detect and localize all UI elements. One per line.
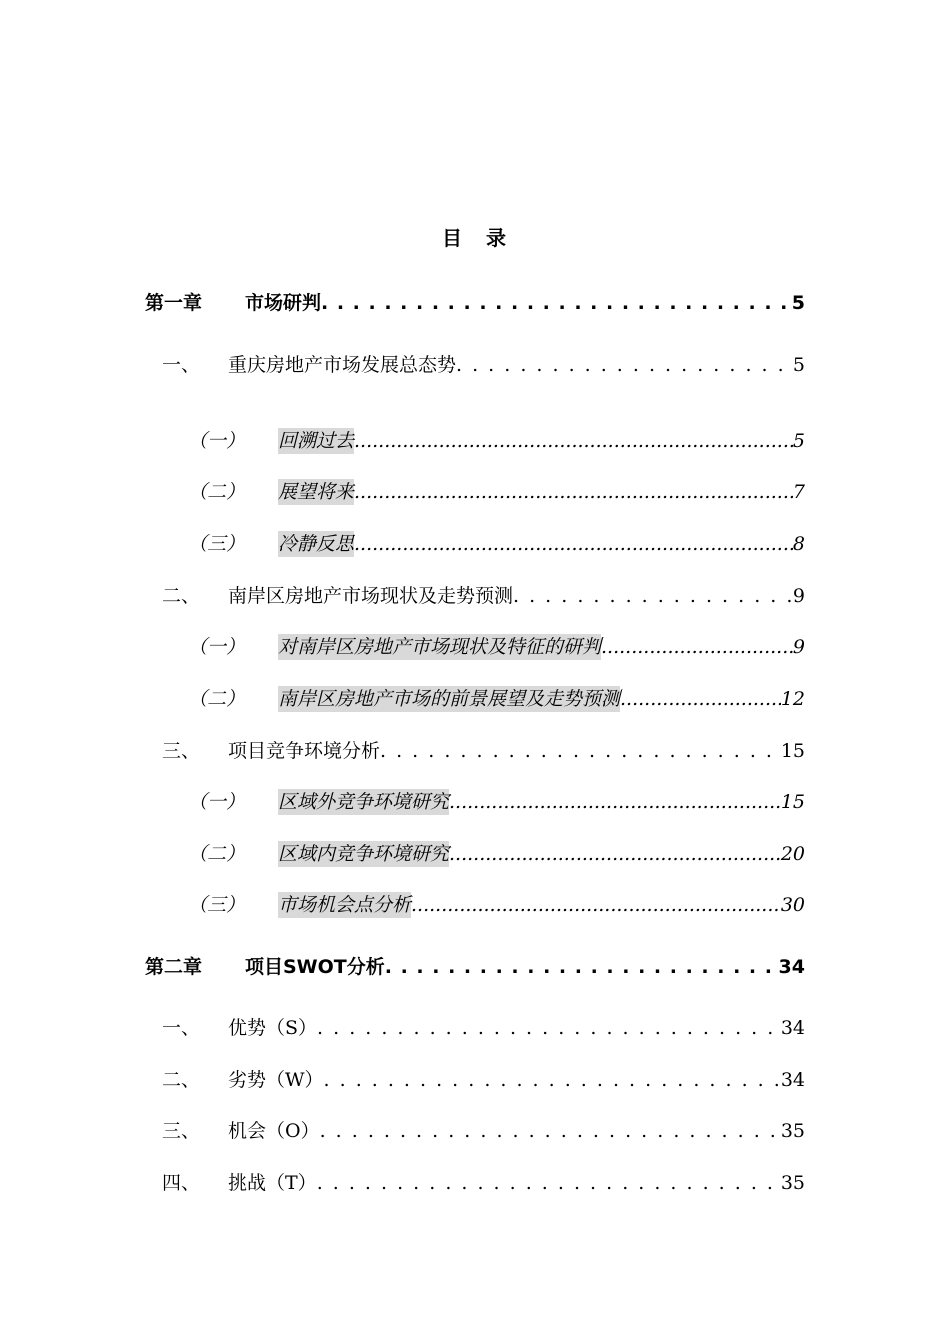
entry-number: 三、	[162, 740, 201, 762]
entry-page: 15	[780, 740, 805, 762]
entry-text: 区域内竞争环境研究	[278, 843, 450, 865]
toc-entry-subsection[interactable]	[0, 477, 950, 505]
dot-leader	[380, 738, 781, 764]
dot-leader	[601, 634, 793, 660]
dot-leader	[411, 892, 781, 918]
toc-entry-section[interactable]	[0, 1168, 950, 1196]
toc-entry-section[interactable]	[0, 1065, 950, 1093]
entry-page: 9	[792, 636, 805, 658]
entry-text: 对南岸区房地产市场现状及特征的研判	[278, 636, 602, 658]
entry-page: 5	[792, 430, 805, 452]
entry-text: 市场机会点分析	[278, 894, 412, 916]
entry-page: 12	[780, 688, 805, 710]
toc-entry-section[interactable]	[0, 1116, 950, 1144]
toc-entry-subsection[interactable]	[0, 529, 950, 557]
entry-number: （一）	[188, 791, 246, 813]
entry-page: 5	[792, 354, 805, 376]
dot-leader	[324, 1067, 781, 1093]
entry-text: 市场研判	[245, 292, 322, 314]
toc-entry-subsection[interactable]	[0, 787, 950, 815]
dot-leader	[354, 428, 793, 454]
entry-page: 7	[792, 481, 805, 503]
dot-leader	[449, 789, 781, 815]
entry-number: 第二章	[145, 956, 203, 978]
dot-leader	[449, 841, 781, 867]
toc-entry-section[interactable]	[0, 1013, 950, 1041]
toc-entry-section[interactable]	[0, 581, 950, 609]
entry-text: 挑战（T）	[228, 1172, 317, 1194]
entry-text: 展望将来	[278, 481, 355, 503]
entry-page: 35	[780, 1120, 805, 1142]
dot-leader	[317, 1170, 781, 1196]
entry-number: 二、	[162, 1069, 201, 1091]
entry-number: （二）	[188, 843, 246, 865]
entry-page: 15	[780, 791, 805, 813]
entry-text: 劣势（W）	[228, 1069, 324, 1091]
entry-page: 5	[791, 292, 805, 314]
entry-number: （三）	[188, 533, 246, 555]
dot-leader	[456, 352, 793, 378]
toc-entry-subsection[interactable]	[0, 632, 950, 660]
entry-text: 重庆房地产市场发展总态势	[228, 354, 457, 376]
dot-leader	[321, 290, 792, 316]
entry-number: （二）	[188, 481, 246, 503]
toc-entry-chapter-2[interactable]	[0, 952, 950, 980]
entry-number: （一）	[188, 430, 246, 452]
toc-entry-section[interactable]	[0, 736, 950, 764]
entry-number: （三）	[188, 894, 246, 916]
entry-text: 机会（O）	[228, 1120, 320, 1142]
entry-page: 34	[778, 956, 805, 978]
entry-page: 34	[780, 1017, 805, 1039]
entry-text: 南岸区房地产市场的前景展望及走势预测	[278, 688, 621, 710]
entry-number: 第一章	[145, 292, 203, 314]
dot-leader	[354, 479, 793, 505]
entry-number: 一、	[162, 354, 201, 376]
entry-page: 30	[780, 894, 805, 916]
entry-text: 项目SWOT分析	[245, 956, 385, 978]
entry-page: 20	[780, 843, 805, 865]
dot-leader	[385, 954, 779, 980]
entry-text: 回溯过去	[278, 430, 355, 452]
entry-text: 南岸区房地产市场现状及走势预测	[228, 585, 514, 607]
entry-number: 二、	[162, 585, 201, 607]
entry-text: 区域外竞争环境研究	[278, 791, 450, 813]
toc-entry-subsection[interactable]	[0, 890, 950, 918]
toc-entry-subsection[interactable]	[0, 684, 950, 712]
entry-page: 35	[780, 1172, 805, 1194]
dot-leader	[620, 686, 781, 712]
entry-text: 冷静反思	[278, 533, 355, 555]
entry-page: 34	[780, 1069, 805, 1091]
entry-number: （二）	[188, 688, 246, 710]
toc-entry-section[interactable]	[0, 350, 950, 378]
dot-leader	[354, 531, 793, 557]
entry-text: 优势（S）	[228, 1017, 318, 1039]
toc-title: 目 录	[442, 226, 508, 250]
entry-number: （一）	[188, 636, 246, 658]
toc-entry-chapter-1[interactable]	[0, 288, 950, 316]
dot-leader	[320, 1118, 781, 1144]
toc-entry-subsection[interactable]	[0, 839, 950, 867]
dot-leader	[513, 583, 793, 609]
toc-entry-subsection[interactable]	[0, 426, 950, 454]
entry-number: 四、	[162, 1172, 201, 1194]
dot-leader	[317, 1015, 781, 1041]
entry-number: 一、	[162, 1017, 201, 1039]
entry-text: 项目竞争环境分析	[228, 740, 381, 762]
entry-page: 9	[792, 585, 805, 607]
entry-page: 8	[792, 533, 805, 555]
entry-number: 三、	[162, 1120, 201, 1142]
